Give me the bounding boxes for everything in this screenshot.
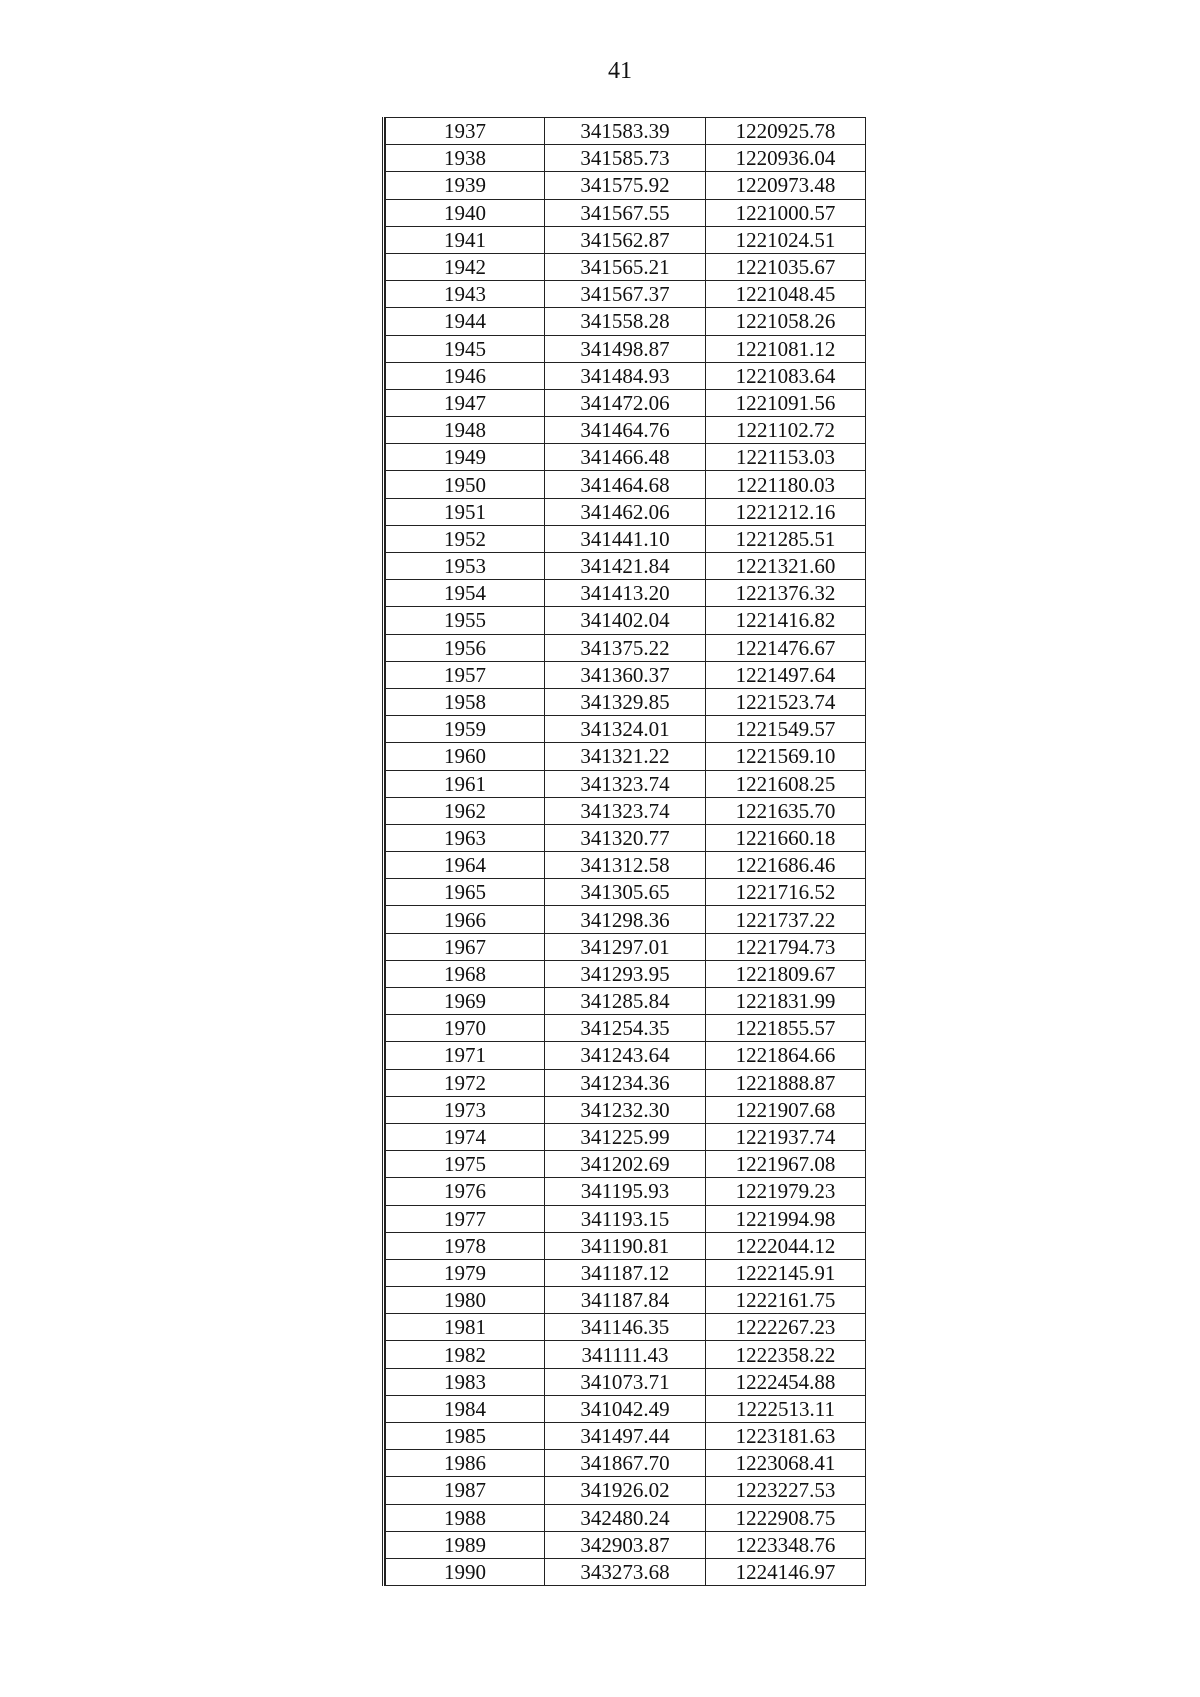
table-row xyxy=(386,1477,866,1504)
y-coordinate-cell: 1221855.57 xyxy=(706,1015,866,1042)
x-coordinate-cell: 341324.01 xyxy=(545,716,706,743)
x-coordinate-cell: 341323.74 xyxy=(545,770,706,797)
y-coordinate-cell: 1221994.98 xyxy=(706,1205,866,1232)
year-cell: 1952 xyxy=(386,525,545,552)
table-row xyxy=(386,471,866,498)
x-coordinate-cell: 341567.55 xyxy=(545,199,706,226)
y-coordinate-cell: 1221285.51 xyxy=(706,525,866,552)
table-row xyxy=(386,1341,866,1368)
y-coordinate-cell: 1220925.78 xyxy=(706,118,866,145)
y-coordinate-cell: 1222908.75 xyxy=(706,1504,866,1531)
table-row xyxy=(386,716,866,743)
year-cell: 1976 xyxy=(386,1178,545,1205)
table-row xyxy=(386,661,866,688)
x-coordinate-cell: 341305.65 xyxy=(545,879,706,906)
x-coordinate-cell: 341111.43 xyxy=(545,1341,706,1368)
y-coordinate-cell: 1221180.03 xyxy=(706,471,866,498)
y-coordinate-cell: 1221660.18 xyxy=(706,824,866,851)
year-cell: 1971 xyxy=(386,1042,545,1069)
year-cell: 1973 xyxy=(386,1096,545,1123)
y-coordinate-cell: 1221635.70 xyxy=(706,797,866,824)
y-coordinate-cell: 1224146.97 xyxy=(706,1558,866,1585)
year-cell: 1966 xyxy=(386,906,545,933)
table-row xyxy=(386,118,866,145)
year-cell: 1980 xyxy=(386,1287,545,1314)
table-row xyxy=(386,1287,866,1314)
y-coordinate-cell: 1221794.73 xyxy=(706,933,866,960)
table-row xyxy=(386,1558,866,1585)
year-cell: 1969 xyxy=(386,988,545,1015)
year-cell: 1958 xyxy=(386,688,545,715)
x-coordinate-cell: 341232.30 xyxy=(545,1096,706,1123)
x-coordinate-cell: 341146.35 xyxy=(545,1314,706,1341)
table-row xyxy=(386,933,866,960)
x-coordinate-cell: 341462.06 xyxy=(545,498,706,525)
table-row xyxy=(386,145,866,172)
x-coordinate-cell: 341413.20 xyxy=(545,580,706,607)
y-coordinate-cell: 1223348.76 xyxy=(706,1531,866,1558)
table-row xyxy=(386,607,866,634)
y-coordinate-cell: 1221058.26 xyxy=(706,308,866,335)
x-coordinate-cell: 341312.58 xyxy=(545,852,706,879)
table-row xyxy=(386,580,866,607)
y-coordinate-cell: 1223227.53 xyxy=(706,1477,866,1504)
table-row xyxy=(386,335,866,362)
y-coordinate-cell: 1221864.66 xyxy=(706,1042,866,1069)
y-coordinate-cell: 1221937.74 xyxy=(706,1123,866,1150)
x-coordinate-cell: 341583.39 xyxy=(545,118,706,145)
y-coordinate-cell: 1221416.82 xyxy=(706,607,866,634)
y-coordinate-cell: 1221716.52 xyxy=(706,879,866,906)
coordinates-table xyxy=(385,117,866,1586)
y-coordinate-cell: 1221569.10 xyxy=(706,743,866,770)
y-coordinate-cell: 1221091.56 xyxy=(706,389,866,416)
year-cell: 1981 xyxy=(386,1314,545,1341)
table-row xyxy=(386,1232,866,1259)
year-cell: 1962 xyxy=(386,797,545,824)
table-row xyxy=(386,797,866,824)
x-coordinate-cell: 341187.84 xyxy=(545,1287,706,1314)
x-coordinate-cell: 341297.01 xyxy=(545,933,706,960)
year-cell: 1951 xyxy=(386,498,545,525)
y-coordinate-cell: 1221686.46 xyxy=(706,852,866,879)
table-row xyxy=(386,1178,866,1205)
x-coordinate-cell: 341320.77 xyxy=(545,824,706,851)
x-coordinate-cell: 341243.64 xyxy=(545,1042,706,1069)
y-coordinate-cell: 1221608.25 xyxy=(706,770,866,797)
x-coordinate-cell: 341202.69 xyxy=(545,1151,706,1178)
y-coordinate-cell: 1221212.16 xyxy=(706,498,866,525)
table-row xyxy=(386,906,866,933)
year-cell: 1954 xyxy=(386,580,545,607)
y-coordinate-cell: 1221907.68 xyxy=(706,1096,866,1123)
year-cell: 1987 xyxy=(386,1477,545,1504)
table-row xyxy=(386,879,866,906)
y-coordinate-cell: 1221497.64 xyxy=(706,661,866,688)
year-cell: 1985 xyxy=(386,1423,545,1450)
year-cell: 1945 xyxy=(386,335,545,362)
year-cell: 1982 xyxy=(386,1341,545,1368)
table-row xyxy=(386,1123,866,1150)
y-coordinate-cell: 1222044.12 xyxy=(706,1232,866,1259)
table-row xyxy=(386,389,866,416)
table-row xyxy=(386,824,866,851)
table-row xyxy=(386,1096,866,1123)
year-cell: 1948 xyxy=(386,417,545,444)
year-cell: 1960 xyxy=(386,743,545,770)
table-container xyxy=(382,117,866,1586)
x-coordinate-cell: 341234.36 xyxy=(545,1069,706,1096)
x-coordinate-cell: 341073.71 xyxy=(545,1368,706,1395)
table-row xyxy=(386,1423,866,1450)
x-coordinate-cell: 341329.85 xyxy=(545,688,706,715)
y-coordinate-cell: 1221321.60 xyxy=(706,553,866,580)
table-row xyxy=(386,960,866,987)
y-coordinate-cell: 1221081.12 xyxy=(706,335,866,362)
table-row xyxy=(386,362,866,389)
x-coordinate-cell: 341464.68 xyxy=(545,471,706,498)
x-coordinate-cell: 341575.92 xyxy=(545,172,706,199)
year-cell: 1979 xyxy=(386,1259,545,1286)
year-cell: 1974 xyxy=(386,1123,545,1150)
y-coordinate-cell: 1222454.88 xyxy=(706,1368,866,1395)
year-cell: 1937 xyxy=(386,118,545,145)
x-coordinate-cell: 341484.93 xyxy=(545,362,706,389)
year-cell: 1988 xyxy=(386,1504,545,1531)
table-row xyxy=(386,253,866,280)
table-row xyxy=(386,852,866,879)
x-coordinate-cell: 341360.37 xyxy=(545,661,706,688)
x-coordinate-cell: 341441.10 xyxy=(545,525,706,552)
x-coordinate-cell: 341498.87 xyxy=(545,335,706,362)
y-coordinate-cell: 1221083.64 xyxy=(706,362,866,389)
year-cell: 1953 xyxy=(386,553,545,580)
table-row xyxy=(386,988,866,1015)
y-coordinate-cell: 1222267.23 xyxy=(706,1314,866,1341)
table-row xyxy=(386,1069,866,1096)
y-coordinate-cell: 1221888.87 xyxy=(706,1069,866,1096)
y-coordinate-cell: 1221102.72 xyxy=(706,417,866,444)
y-coordinate-cell: 1221476.67 xyxy=(706,634,866,661)
year-cell: 1949 xyxy=(386,444,545,471)
x-coordinate-cell: 341472.06 xyxy=(545,389,706,416)
y-coordinate-cell: 1223181.63 xyxy=(706,1423,866,1450)
y-coordinate-cell: 1221523.74 xyxy=(706,688,866,715)
y-coordinate-cell: 1221967.08 xyxy=(706,1151,866,1178)
year-cell: 1941 xyxy=(386,226,545,253)
year-cell: 1970 xyxy=(386,1015,545,1042)
table-row xyxy=(386,1042,866,1069)
y-coordinate-cell: 1222513.11 xyxy=(706,1395,866,1422)
table-row xyxy=(386,308,866,335)
year-cell: 1983 xyxy=(386,1368,545,1395)
table-row xyxy=(386,1395,866,1422)
year-cell: 1977 xyxy=(386,1205,545,1232)
y-coordinate-cell: 1221549.57 xyxy=(706,716,866,743)
y-coordinate-cell: 1221000.57 xyxy=(706,199,866,226)
year-cell: 1963 xyxy=(386,824,545,851)
table-row xyxy=(386,281,866,308)
x-coordinate-cell: 341558.28 xyxy=(545,308,706,335)
x-coordinate-cell: 341285.84 xyxy=(545,988,706,1015)
x-coordinate-cell: 341298.36 xyxy=(545,906,706,933)
table-row xyxy=(386,553,866,580)
year-cell: 1964 xyxy=(386,852,545,879)
x-coordinate-cell: 341421.84 xyxy=(545,553,706,580)
year-cell: 1939 xyxy=(386,172,545,199)
y-coordinate-cell: 1221979.23 xyxy=(706,1178,866,1205)
x-coordinate-cell: 341466.48 xyxy=(545,444,706,471)
x-coordinate-cell: 341187.12 xyxy=(545,1259,706,1286)
table-row xyxy=(386,1259,866,1286)
y-coordinate-cell: 1221035.67 xyxy=(706,253,866,280)
y-coordinate-cell: 1222358.22 xyxy=(706,1341,866,1368)
table-row xyxy=(386,688,866,715)
x-coordinate-cell: 341323.74 xyxy=(545,797,706,824)
x-coordinate-cell: 341293.95 xyxy=(545,960,706,987)
y-coordinate-cell: 1221376.32 xyxy=(706,580,866,607)
year-cell: 1944 xyxy=(386,308,545,335)
y-coordinate-cell: 1222161.75 xyxy=(706,1287,866,1314)
year-cell: 1940 xyxy=(386,199,545,226)
x-coordinate-cell: 341195.93 xyxy=(545,1178,706,1205)
table-row xyxy=(386,1314,866,1341)
year-cell: 1942 xyxy=(386,253,545,280)
year-cell: 1990 xyxy=(386,1558,545,1585)
year-cell: 1972 xyxy=(386,1069,545,1096)
x-coordinate-cell: 341585.73 xyxy=(545,145,706,172)
x-coordinate-cell: 341867.70 xyxy=(545,1450,706,1477)
x-coordinate-cell: 341497.44 xyxy=(545,1423,706,1450)
year-cell: 1955 xyxy=(386,607,545,634)
x-coordinate-cell: 341562.87 xyxy=(545,226,706,253)
year-cell: 1986 xyxy=(386,1450,545,1477)
x-coordinate-cell: 341464.76 xyxy=(545,417,706,444)
year-cell: 1984 xyxy=(386,1395,545,1422)
year-cell: 1957 xyxy=(386,661,545,688)
table-row xyxy=(386,770,866,797)
table-row xyxy=(386,417,866,444)
year-cell: 1947 xyxy=(386,389,545,416)
year-cell: 1967 xyxy=(386,933,545,960)
x-coordinate-cell: 341042.49 xyxy=(545,1395,706,1422)
table-row xyxy=(386,525,866,552)
x-coordinate-cell: 341926.02 xyxy=(545,1477,706,1504)
table-row xyxy=(386,1151,866,1178)
year-cell: 1943 xyxy=(386,281,545,308)
year-cell: 1956 xyxy=(386,634,545,661)
y-coordinate-cell: 1221024.51 xyxy=(706,226,866,253)
year-cell: 1938 xyxy=(386,145,545,172)
x-coordinate-cell: 341254.35 xyxy=(545,1015,706,1042)
year-cell: 1978 xyxy=(386,1232,545,1259)
x-coordinate-cell: 341565.21 xyxy=(545,253,706,280)
year-cell: 1961 xyxy=(386,770,545,797)
x-coordinate-cell: 343273.68 xyxy=(545,1558,706,1585)
x-coordinate-cell: 341190.81 xyxy=(545,1232,706,1259)
table-row xyxy=(386,743,866,770)
year-cell: 1946 xyxy=(386,362,545,389)
y-coordinate-cell: 1223068.41 xyxy=(706,1450,866,1477)
table-row xyxy=(386,1205,866,1232)
y-coordinate-cell: 1220936.04 xyxy=(706,145,866,172)
table-row xyxy=(386,1450,866,1477)
table-row xyxy=(386,1504,866,1531)
year-cell: 1965 xyxy=(386,879,545,906)
x-coordinate-cell: 341193.15 xyxy=(545,1205,706,1232)
year-cell: 1959 xyxy=(386,716,545,743)
x-coordinate-cell: 342480.24 xyxy=(545,1504,706,1531)
year-cell: 1950 xyxy=(386,471,545,498)
x-coordinate-cell: 341567.37 xyxy=(545,281,706,308)
y-coordinate-cell: 1220973.48 xyxy=(706,172,866,199)
y-coordinate-cell: 1221737.22 xyxy=(706,906,866,933)
table-row xyxy=(386,172,866,199)
table-row xyxy=(386,199,866,226)
year-cell: 1989 xyxy=(386,1531,545,1558)
x-coordinate-cell: 341321.22 xyxy=(545,743,706,770)
x-coordinate-cell: 342903.87 xyxy=(545,1531,706,1558)
coordinates-table-body xyxy=(386,118,866,1586)
x-coordinate-cell: 341375.22 xyxy=(545,634,706,661)
table-row xyxy=(386,498,866,525)
y-coordinate-cell: 1222145.91 xyxy=(706,1259,866,1286)
table-row xyxy=(386,1015,866,1042)
y-coordinate-cell: 1221809.67 xyxy=(706,960,866,987)
x-coordinate-cell: 341225.99 xyxy=(545,1123,706,1150)
table-row xyxy=(386,226,866,253)
table-row xyxy=(386,1368,866,1395)
y-coordinate-cell: 1221048.45 xyxy=(706,281,866,308)
page-number: 41 xyxy=(608,58,632,84)
year-cell: 1968 xyxy=(386,960,545,987)
table-row xyxy=(386,1531,866,1558)
table-row xyxy=(386,634,866,661)
y-coordinate-cell: 1221831.99 xyxy=(706,988,866,1015)
table-row xyxy=(386,444,866,471)
y-coordinate-cell: 1221153.03 xyxy=(706,444,866,471)
year-cell: 1975 xyxy=(386,1151,545,1178)
x-coordinate-cell: 341402.04 xyxy=(545,607,706,634)
